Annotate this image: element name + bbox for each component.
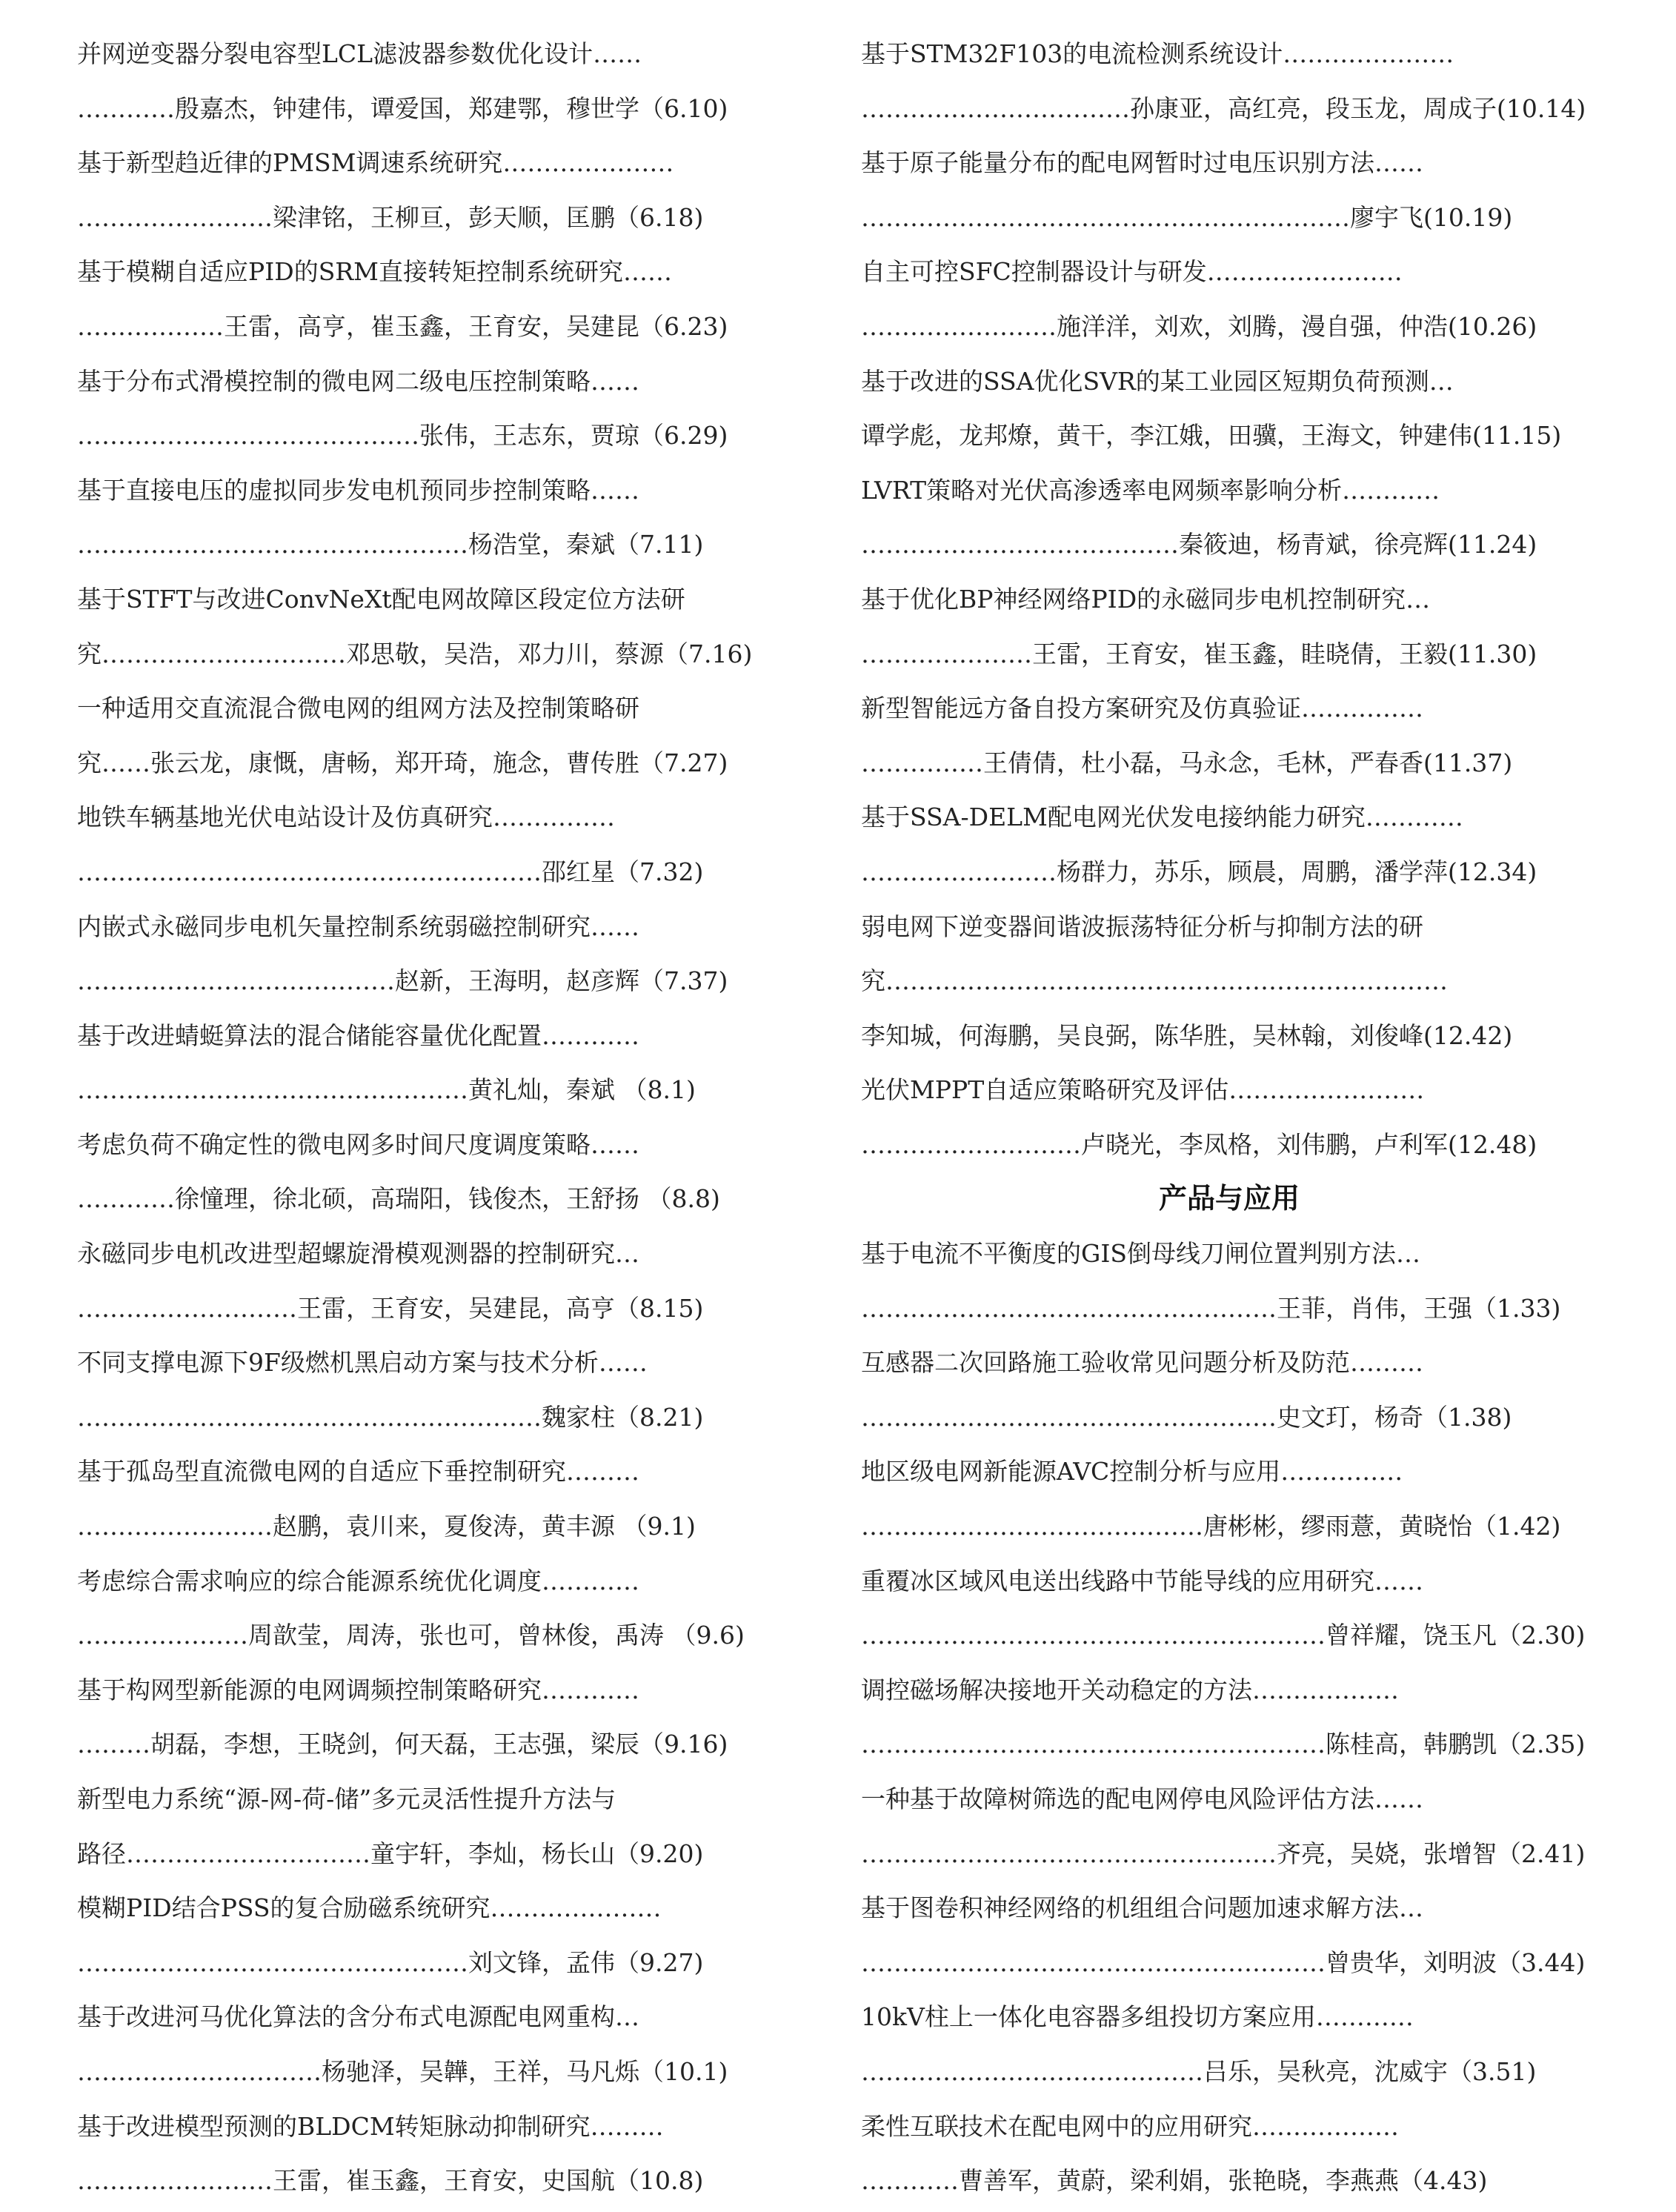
- entry-title: 新型电力系统“源-网-荷-储”多元灵活性提升方法与: [77, 1784, 616, 1813]
- entry-title: 基于改进的SSA优化SVR的某工业园区短期负荷预测…: [861, 366, 1454, 396]
- entry-continuation: 究……………………………………………………………: [861, 966, 1448, 996]
- left-column: [77, 27, 814, 2208]
- entry-authors: …………………周歆莹，周涛，张也可，曾林俊，禹涛 （9.6): [77, 1621, 745, 1650]
- entry-authors: …………………………………………………陈桂高，韩鹏凯（2.35): [861, 1730, 1586, 1759]
- entry-authors: …………………………………………刘文锋，孟伟（9.27): [77, 1947, 704, 1977]
- entry-authors: 究……张云龙，康慨，唐畅，郑开琦，施念，曹传胜（7.27): [77, 748, 728, 777]
- entry-authors: …………殷嘉杰，钟建伟，谭爱国，郑建鄂，穆世学（6.10): [77, 93, 728, 123]
- entry-authors: …………………………………………………曾贵华，刘明波（3.44): [861, 1947, 1586, 1977]
- entry-title: 基于改进河马优化算法的含分布式电源配电网重构…: [77, 2002, 639, 2032]
- entry-authors: 路径…………………………童宇轩，李灿，杨长山（9.20): [77, 1839, 704, 1868]
- entry-title: 一种基于故障树筛选的配电网停电风险评估方法……: [861, 1784, 1423, 1813]
- entry-title: 基于直接电压的虚拟同步发电机预同步控制策略……: [77, 475, 639, 505]
- right-column: [861, 27, 1597, 2208]
- entry-authors: ……………王倩倩，杜小磊，马永念，毛林，严春香(11.37): [861, 748, 1513, 777]
- entry-authors: …………………………………………………魏家柱（8.21): [77, 1402, 704, 1432]
- entry-title: 互感器二次回路施工验收常见问题分析及防范………: [861, 1348, 1423, 1378]
- entry-authors: …………………………………秦筱迪，杨青斌，徐亮辉(11.24): [861, 530, 1537, 559]
- entry-authors: …………………………………………杨浩堂，秦斌（7.11): [77, 530, 704, 559]
- entry-title: 不同支撑电源下9F级燃机黑启动方案与技术分析……: [77, 1348, 648, 1378]
- entry-authors: ………胡磊，李想，王晓剑，何天磊，王志强，梁辰（9.16): [77, 1730, 728, 1759]
- entry-title: 地区级电网新能源AVC控制分析与应用……………: [861, 1457, 1403, 1487]
- entry-title: 自主可控SFC控制器设计与研发……………………: [861, 257, 1403, 287]
- entry-title: 新型智能远方备自投方案研究及仿真验证……………: [861, 694, 1423, 723]
- entry-title: LVRT策略对光伏高渗透率电网频率影响分析…………: [861, 475, 1440, 505]
- entry-title: 基于原子能量分布的配电网暂时过电压识别方法……: [861, 148, 1423, 178]
- entry-authors: ……………………………………………王菲，肖伟，王强（1.33): [861, 1293, 1561, 1323]
- entry-authors: …………曹善军，黄蔚，梁利娟，张艳晓，李燕燕（4.43): [861, 2166, 1488, 2196]
- entry-title: 基于改进模型预测的BLDCM转矩脉动抑制研究………: [77, 2111, 664, 2141]
- entry-authors: ……………………………………………史文玎，杨奇（1.38): [861, 1402, 1512, 1432]
- entry-title: 内嵌式永磁同步电机矢量控制系统弱磁控制研究……: [77, 911, 639, 941]
- entry-authors: ……………………………………………………廖宇飞(10.19): [861, 202, 1513, 232]
- entry-title: 永磁同步电机改进型超螺旋滑模观测器的控制研究…: [77, 1239, 639, 1269]
- entry-title: 重覆冰区域风电送出线路中节能导线的应用研究……: [861, 1566, 1423, 1595]
- entry-authors: ……………………杨群力，苏乐，顾晨，周鹏，潘学萍(12.34): [861, 857, 1537, 886]
- entry-title: 基于STM32F103的电流检测系统设计…………………: [861, 39, 1454, 68]
- entry-authors: ……………………赵鹏，袁川来，夏俊涛，黄丰源 （9.1): [77, 1512, 696, 1541]
- entry-authors: …………………………………………………邵红星（7.32): [77, 857, 704, 886]
- entry-authors: ……………………………孙康亚，高红亮，段玉龙，周成子(10.14): [861, 93, 1586, 123]
- entry-title: 基于改进蜻蜓算法的混合储能容量优化配置…………: [77, 1020, 639, 1050]
- entry-title: 基于模糊自适应PID的SRM直接转矩控制系统研究……: [77, 257, 672, 287]
- entry-title: 柔性互联技术在配电网中的应用研究………………: [861, 2111, 1399, 2141]
- entry-authors: ……………………………………………齐亮，吴娆，张增智（2.41): [861, 1839, 1586, 1868]
- entry-authors: …………………………………………黄礼灿，秦斌 （8.1): [77, 1075, 696, 1105]
- entry-title: 基于孤岛型直流微电网的自适应下垂控制研究………: [77, 1457, 639, 1487]
- entry-authors: ……………………梁津铭，王柳亘，彭天顺，匡鹏（6.18): [77, 202, 704, 232]
- entry-authors: ……………………………………唐彬彬，缪雨薏，黄晓怡（1.42): [861, 1512, 1561, 1541]
- entry-title: 基于新型趋近律的PMSM调速系统研究…………………: [77, 148, 674, 178]
- entry-authors: ………………王雷，高亨，崔玉鑫，王育安，吴建昆（6.23): [77, 311, 728, 341]
- entry-title: 调控磁场解决接地开关动稳定的方法………………: [861, 1675, 1399, 1704]
- entry-authors: …………………………杨驰泽，吴韡，王祥，马凡烁（10.1): [77, 2056, 728, 2086]
- entry-title: 弱电网下逆变器间谐波振荡特征分析与抑制方法的研: [861, 911, 1423, 941]
- entry-title: 基于图卷积神经网络的机组组合问题加速求解方法…: [861, 1893, 1423, 1923]
- entry-authors: 谭学彪，龙邦燎，黄干，李江娥，田骥，王海文，钟建伟(11.15): [861, 421, 1562, 451]
- entry-authors: 李知城，何海鹏，吴良弼，陈华胜，吴林翰，刘俊峰(12.42): [861, 1020, 1513, 1050]
- entry-authors: ……………………王雷，崔玉鑫，王育安，史国航（10.8): [77, 2166, 704, 2196]
- entry-title: 模糊PID结合PSS的复合励磁系统研究…………………: [77, 1893, 662, 1923]
- entry-title: 基于分布式滑模控制的微电网二级电压控制策略……: [77, 366, 639, 396]
- entry-authors: …………………………………赵新，王海明，赵彦辉（7.37): [77, 966, 728, 996]
- entry-title: 考虑负荷不确定性的微电网多时间尺度调度策略……: [77, 1129, 639, 1159]
- entry-authors: ………………………卢晓光，李凤格，刘伟鹏，卢利军(12.48): [861, 1129, 1537, 1159]
- entry-title: 基于STFT与改进ConvNeXt配电网故障区段定位方法研: [77, 584, 685, 614]
- entry-title: 考虑综合需求响应的综合能源系统优化调度…………: [77, 1566, 639, 1595]
- entry-authors: ……………………………………张伟，王志东，贾琼（6.29): [77, 421, 728, 451]
- entry-title: 并网逆变器分裂电容型LCL滤波器参数优化设计……: [77, 39, 642, 68]
- section-heading: 产品与应用: [1158, 1182, 1300, 1215]
- entry-authors: …………………王雷，王育安，崔玉鑫，眭晓倩，王毅(11.30): [861, 639, 1537, 668]
- entry-title: 一种适用交直流混合微电网的组网方法及控制策略研: [77, 694, 639, 723]
- entry-authors: …………徐憧理，徐北硕，高瑞阳，钱俊杰，王舒扬 （8.8): [77, 1184, 720, 1214]
- entry-title: 基于电流不平衡度的GIS倒母线刀闸位置判别方法…: [861, 1239, 1421, 1269]
- entry-authors: ……………………………………吕乐，吴秋亮，沈威宇（3.51): [861, 2056, 1537, 2086]
- entry-authors: 究…………………………邓思敬，吴浩，邓力川，蔡源（7.16): [77, 639, 753, 668]
- entry-authors: ………………………王雷，王育安，吴建昆，高亨（8.15): [77, 1293, 704, 1323]
- entry-title: 光伏MPPT自适应策略研究及评估……………………: [861, 1075, 1425, 1105]
- entry-authors: …………………………………………………曾祥耀，饶玉凡（2.30): [861, 1621, 1586, 1650]
- entry-title: 基于构网型新能源的电网调频控制策略研究…………: [77, 1675, 639, 1704]
- entry-title: 地铁车辆基地光伏电站设计及仿真研究……………: [77, 803, 615, 832]
- entry-title: 基于优化BP神经网络PID的永磁同步电机控制研究…: [861, 584, 1431, 614]
- entry-title: 基于SSA-DELM配电网光伏发电接纳能力研究…………: [861, 803, 1463, 832]
- entry-title: 10kV柱上一体化电容器多组投切方案应用…………: [861, 2002, 1414, 2032]
- entry-authors: ……………………施洋洋，刘欢，刘腾，漫自强，仲浩(10.26): [861, 311, 1537, 341]
